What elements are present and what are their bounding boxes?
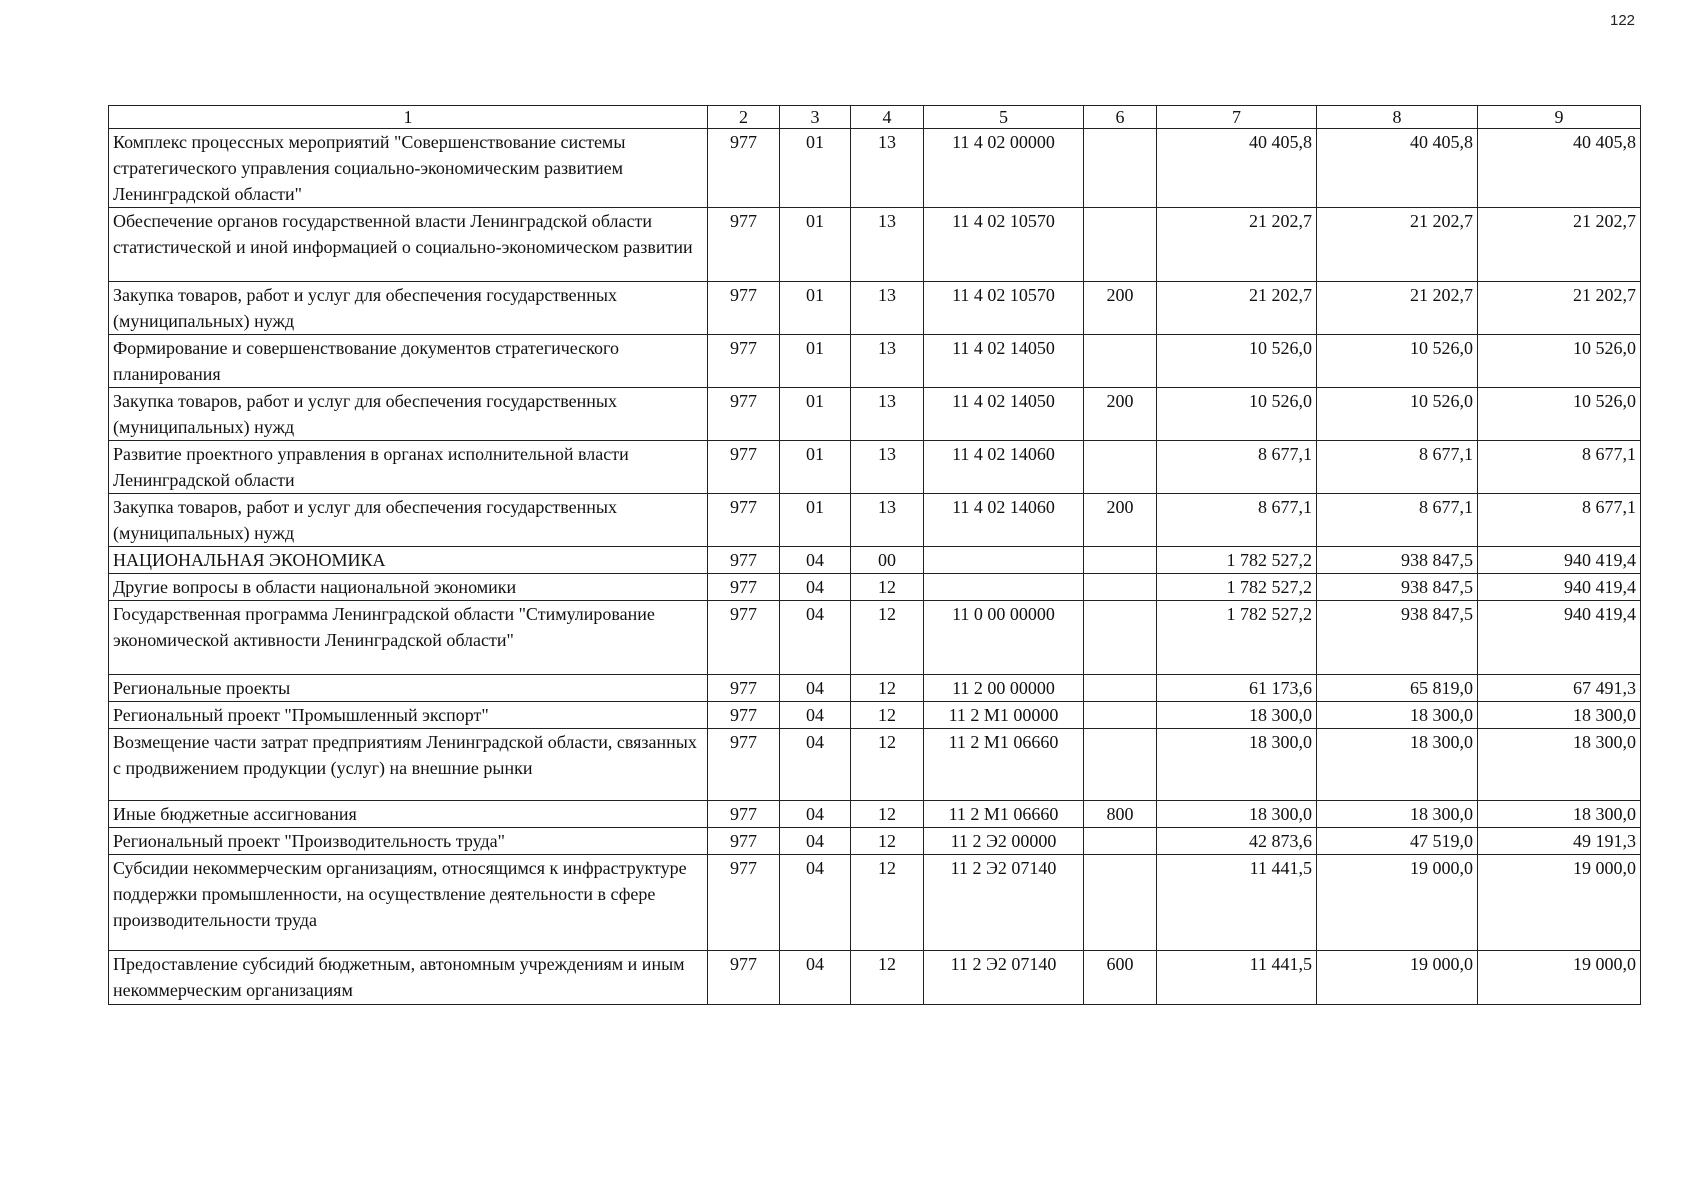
amount-year1-cell: 10 526,0: [1157, 335, 1317, 388]
grbs-code-cell: 977: [708, 282, 780, 335]
amount-year1-cell: 1 782 527,2: [1157, 547, 1317, 574]
row-name-cell: Закупка товаров, работ и услуг для обеспечения государственных (муниципальных) нужд: [109, 282, 708, 335]
section-code-cell: 01: [780, 282, 851, 335]
amount-year1-cell: 18 300,0: [1157, 729, 1317, 801]
grbs-code-cell: 977: [708, 601, 780, 675]
expense-type-cell: [1084, 729, 1157, 801]
amount-year2-cell: 19 000,0: [1317, 951, 1478, 1005]
table-row: [109, 951, 1641, 1005]
table-row: [109, 601, 1641, 675]
table-row: [109, 574, 1641, 601]
header-cell: 1: [109, 106, 708, 129]
table-row: [109, 729, 1641, 801]
row-name-cell: НАЦИОНАЛЬНАЯ ЭКОНОМИКА: [109, 547, 708, 574]
amount-year2-cell: 18 300,0: [1317, 801, 1478, 828]
target-article-cell: 11 2 М1 00000: [924, 702, 1084, 729]
section-code-cell: 04: [780, 702, 851, 729]
header-cell: 6: [1084, 106, 1157, 129]
target-article-cell: 11 4 02 14060: [924, 494, 1084, 547]
expense-type-cell: [1084, 702, 1157, 729]
subsection-code-cell: 12: [851, 702, 924, 729]
amount-year1-cell: 61 173,6: [1157, 675, 1317, 702]
header-cell: 3: [780, 106, 851, 129]
amount-year2-cell: 8 677,1: [1317, 441, 1478, 494]
table-row: [109, 129, 1641, 208]
amount-year2-cell: 40 405,8: [1317, 129, 1478, 208]
target-article-cell: 11 0 00 00000: [924, 601, 1084, 675]
row-name-cell: Иные бюджетные ассигнования: [109, 801, 708, 828]
amount-year3-cell: 21 202,7: [1478, 282, 1641, 335]
section-code-cell: 04: [780, 729, 851, 801]
subsection-code-cell: 12: [851, 729, 924, 801]
grbs-code-cell: 977: [708, 729, 780, 801]
amount-year3-cell: 18 300,0: [1478, 801, 1641, 828]
expense-type-cell: [1084, 675, 1157, 702]
amount-year2-cell: 10 526,0: [1317, 335, 1478, 388]
amount-year2-cell: 21 202,7: [1317, 208, 1478, 282]
amount-year2-cell: 18 300,0: [1317, 702, 1478, 729]
amount-year1-cell: 10 526,0: [1157, 388, 1317, 441]
table-row: [109, 388, 1641, 441]
grbs-code-cell: 977: [708, 335, 780, 388]
section-code-cell: 04: [780, 675, 851, 702]
subsection-code-cell: 13: [851, 494, 924, 547]
grbs-code-cell: 977: [708, 951, 780, 1005]
row-name-cell: Предоставление субсидий бюджетным, автономным учреждениям и иным некоммерческим организациям: [109, 951, 708, 1005]
table-row: [109, 282, 1641, 335]
expense-type-cell: [1084, 574, 1157, 601]
amount-year3-cell: 940 419,4: [1478, 547, 1641, 574]
grbs-code-cell: 977: [708, 547, 780, 574]
section-code-cell: 04: [780, 951, 851, 1005]
section-code-cell: 01: [780, 388, 851, 441]
expense-type-cell: 800: [1084, 801, 1157, 828]
amount-year3-cell: 940 419,4: [1478, 601, 1641, 675]
amount-year2-cell: 8 677,1: [1317, 494, 1478, 547]
amount-year3-cell: 10 526,0: [1478, 335, 1641, 388]
subsection-code-cell: 12: [851, 601, 924, 675]
amount-year1-cell: 8 677,1: [1157, 494, 1317, 547]
amount-year3-cell: 19 000,0: [1478, 855, 1641, 951]
amount-year2-cell: 938 847,5: [1317, 574, 1478, 601]
expense-type-cell: [1084, 441, 1157, 494]
table-row: [109, 208, 1641, 282]
row-name-cell: Обеспечение органов государственной власти Ленинградской области статистической и иной информацией о социально-экономическом развитии: [109, 208, 708, 282]
expense-type-cell: [1084, 601, 1157, 675]
subsection-code-cell: 13: [851, 129, 924, 208]
amount-year2-cell: 21 202,7: [1317, 282, 1478, 335]
grbs-code-cell: 977: [708, 388, 780, 441]
amount-year1-cell: 42 873,6: [1157, 828, 1317, 855]
grbs-code-cell: 977: [708, 441, 780, 494]
target-article-cell: 11 4 02 14060: [924, 441, 1084, 494]
amount-year3-cell: 8 677,1: [1478, 441, 1641, 494]
table-row: [109, 675, 1641, 702]
header-cell: 4: [851, 106, 924, 129]
header-row: [109, 106, 1641, 129]
row-name-cell: Другие вопросы в области национальной экономики: [109, 574, 708, 601]
amount-year2-cell: 10 526,0: [1317, 388, 1478, 441]
amount-year3-cell: 21 202,7: [1478, 208, 1641, 282]
target-article-cell: [924, 547, 1084, 574]
subsection-code-cell: 00: [851, 547, 924, 574]
row-name-cell: Субсидии некоммерческим организациям, относящимся к инфраструктуре поддержки промышленности, на осуществление деятельности в сфере производительности труда: [109, 855, 708, 951]
amount-year3-cell: 19 000,0: [1478, 951, 1641, 1005]
target-article-cell: 11 2 Э2 00000: [924, 828, 1084, 855]
expense-type-cell: 200: [1084, 388, 1157, 441]
row-name-cell: Региональные проекты: [109, 675, 708, 702]
expense-type-cell: [1084, 828, 1157, 855]
grbs-code-cell: 977: [708, 702, 780, 729]
header-cell: 9: [1478, 106, 1641, 129]
row-name-cell: Региональный проект "Промышленный экспорт": [109, 702, 708, 729]
target-article-cell: 11 4 02 14050: [924, 335, 1084, 388]
header-cell: 5: [924, 106, 1084, 129]
subsection-code-cell: 13: [851, 335, 924, 388]
amount-year3-cell: 49 191,3: [1478, 828, 1641, 855]
amount-year1-cell: 11 441,5: [1157, 855, 1317, 951]
header-cell: 8: [1317, 106, 1478, 129]
target-article-cell: 11 2 Э2 07140: [924, 951, 1084, 1005]
target-article-cell: 11 4 02 00000: [924, 129, 1084, 208]
amount-year1-cell: 1 782 527,2: [1157, 601, 1317, 675]
expense-type-cell: [1084, 335, 1157, 388]
amount-year3-cell: 940 419,4: [1478, 574, 1641, 601]
grbs-code-cell: 977: [708, 828, 780, 855]
section-code-cell: 01: [780, 494, 851, 547]
amount-year2-cell: 938 847,5: [1317, 547, 1478, 574]
subsection-code-cell: 13: [851, 441, 924, 494]
row-name-cell: Комплекс процессных мероприятий "Совершенствование системы стратегического управления социально-экономическим развитием Ленинградской области": [109, 129, 708, 208]
target-article-cell: 11 2 М1 06660: [924, 729, 1084, 801]
page-number: 122: [1610, 12, 1636, 29]
section-code-cell: 04: [780, 801, 851, 828]
subsection-code-cell: 12: [851, 951, 924, 1005]
amount-year3-cell: 67 491,3: [1478, 675, 1641, 702]
target-article-cell: 11 2 М1 06660: [924, 801, 1084, 828]
table-row: [109, 441, 1641, 494]
grbs-code-cell: 977: [708, 494, 780, 547]
grbs-code-cell: 977: [708, 129, 780, 208]
target-article-cell: [924, 574, 1084, 601]
expense-type-cell: [1084, 855, 1157, 951]
subsection-code-cell: 12: [851, 675, 924, 702]
amount-year1-cell: 21 202,7: [1157, 208, 1317, 282]
target-article-cell: 11 4 02 10570: [924, 282, 1084, 335]
grbs-code-cell: 977: [708, 855, 780, 951]
subsection-code-cell: 13: [851, 208, 924, 282]
amount-year1-cell: 1 782 527,2: [1157, 574, 1317, 601]
row-name-cell: Региональный проект "Производительность труда": [109, 828, 708, 855]
amount-year1-cell: 18 300,0: [1157, 702, 1317, 729]
header-cell: 2: [708, 106, 780, 129]
expense-type-cell: 200: [1084, 282, 1157, 335]
expense-type-cell: 200: [1084, 494, 1157, 547]
target-article-cell: 11 4 02 14050: [924, 388, 1084, 441]
subsection-code-cell: 12: [851, 574, 924, 601]
row-name-cell: Развитие проектного управления в органах исполнительной власти Ленинградской области: [109, 441, 708, 494]
table-row: [109, 702, 1641, 729]
row-name-cell: Закупка товаров, работ и услуг для обеспечения государственных (муниципальных) нужд: [109, 494, 708, 547]
budget-table: [108, 105, 1641, 1005]
amount-year1-cell: 8 677,1: [1157, 441, 1317, 494]
expense-type-cell: [1084, 547, 1157, 574]
subsection-code-cell: 13: [851, 388, 924, 441]
section-code-cell: 01: [780, 208, 851, 282]
expense-type-cell: [1084, 129, 1157, 208]
amount-year3-cell: 10 526,0: [1478, 388, 1641, 441]
row-name-cell: Возмещение части затрат предприятиям Ленинградской области, связанных с продвижением продукции (услуг) на внешние рынки: [109, 729, 708, 801]
amount-year2-cell: 65 819,0: [1317, 675, 1478, 702]
expense-type-cell: [1084, 208, 1157, 282]
subsection-code-cell: 12: [851, 855, 924, 951]
section-code-cell: 04: [780, 574, 851, 601]
target-article-cell: 11 4 02 10570: [924, 208, 1084, 282]
target-article-cell: 11 2 00 00000: [924, 675, 1084, 702]
amount-year3-cell: 18 300,0: [1478, 729, 1641, 801]
table-row: [109, 547, 1641, 574]
grbs-code-cell: 977: [708, 801, 780, 828]
grbs-code-cell: 977: [708, 208, 780, 282]
amount-year2-cell: 47 519,0: [1317, 828, 1478, 855]
amount-year1-cell: 40 405,8: [1157, 129, 1317, 208]
amount-year2-cell: 19 000,0: [1317, 855, 1478, 951]
section-code-cell: 04: [780, 547, 851, 574]
table-body: [109, 129, 1641, 1005]
section-code-cell: 04: [780, 855, 851, 951]
amount-year3-cell: 18 300,0: [1478, 702, 1641, 729]
amount-year3-cell: 40 405,8: [1478, 129, 1641, 208]
table-row: [109, 828, 1641, 855]
expense-type-cell: 600: [1084, 951, 1157, 1005]
grbs-code-cell: 977: [708, 675, 780, 702]
subsection-code-cell: 12: [851, 801, 924, 828]
table-row: [109, 801, 1641, 828]
section-code-cell: 01: [780, 129, 851, 208]
section-code-cell: 01: [780, 441, 851, 494]
subsection-code-cell: 13: [851, 282, 924, 335]
table-row: [109, 494, 1641, 547]
amount-year1-cell: 18 300,0: [1157, 801, 1317, 828]
target-article-cell: 11 2 Э2 07140: [924, 855, 1084, 951]
section-code-cell: 04: [780, 828, 851, 855]
header-cell: 7: [1157, 106, 1317, 129]
grbs-code-cell: 977: [708, 574, 780, 601]
amount-year2-cell: 18 300,0: [1317, 729, 1478, 801]
section-code-cell: 01: [780, 335, 851, 388]
subsection-code-cell: 12: [851, 828, 924, 855]
amount-year2-cell: 938 847,5: [1317, 601, 1478, 675]
table-row: [109, 855, 1641, 951]
table-row: [109, 335, 1641, 388]
row-name-cell: Государственная программа Ленинградской области "Стимулирование экономической активности Ленинградской области": [109, 601, 708, 675]
amount-year1-cell: 21 202,7: [1157, 282, 1317, 335]
amount-year3-cell: 8 677,1: [1478, 494, 1641, 547]
amount-year1-cell: 11 441,5: [1157, 951, 1317, 1005]
row-name-cell: Формирование и совершенствование документов стратегического планирования: [109, 335, 708, 388]
row-name-cell: Закупка товаров, работ и услуг для обеспечения государственных (муниципальных) нужд: [109, 388, 708, 441]
section-code-cell: 04: [780, 601, 851, 675]
